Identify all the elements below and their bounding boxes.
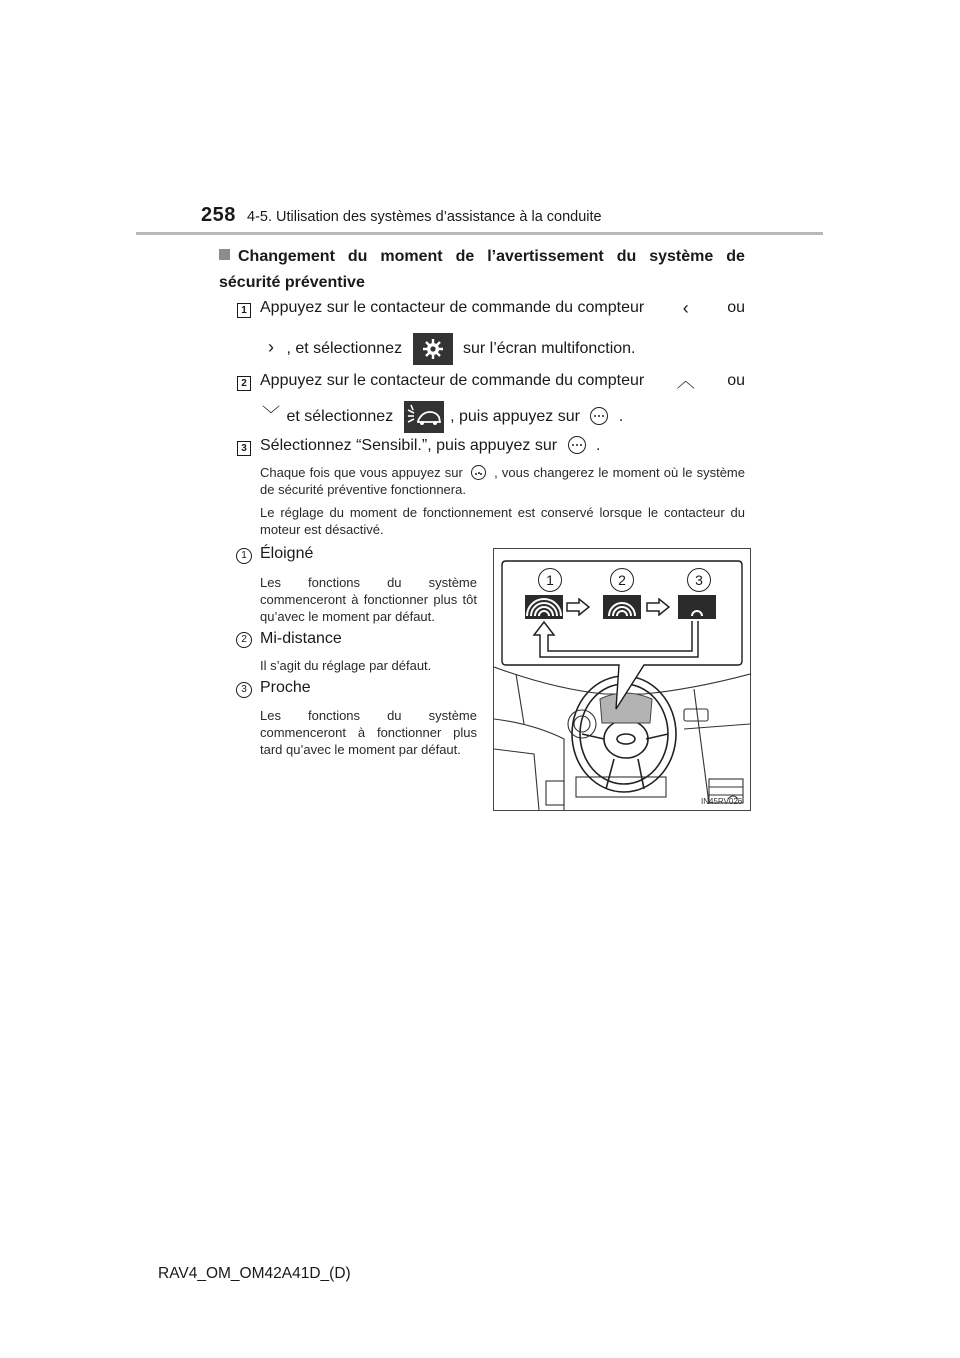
heading-word: moment	[380, 248, 443, 265]
step-3-line	[260, 435, 600, 457]
heading-word: du	[616, 248, 637, 265]
step-1-line-1	[260, 297, 745, 319]
step-1-screen-text: sur l’écran multifonction.	[462, 340, 636, 357]
step-number-3: 3	[237, 441, 251, 456]
dial-button-icon	[471, 465, 486, 480]
figure-marker-3: 3	[687, 568, 711, 592]
step-2-text: Appuyez sur le contacteur de commande du compteur	[260, 372, 645, 389]
note-2: Le réglage du moment de fonctionnement est conservé lorsque le contacteur du moteur est désactivé.	[260, 505, 745, 537]
chevron-left-icon: ‹	[682, 298, 689, 318]
option-number-1: 1	[236, 548, 252, 564]
step-2-period: .	[618, 408, 624, 425]
step-2-line-2	[260, 399, 623, 431]
dial-button-icon	[590, 407, 608, 425]
dashboard-illustration	[493, 548, 751, 811]
heading-line-2: sécurité préventive	[219, 274, 365, 291]
near-setting-icon	[678, 595, 716, 619]
step-2-press-text: , puis appuyez sur	[450, 408, 580, 425]
pre-collision-icon	[404, 401, 444, 433]
option-label-near: Proche	[260, 679, 311, 696]
step-3-period: .	[595, 437, 601, 454]
option-number-3: 3	[236, 682, 252, 698]
heading-word: Changement	[219, 244, 335, 270]
step-1-select-text: , et sélectionnez	[286, 340, 403, 357]
chevron-right-icon: ›	[268, 337, 274, 357]
middle-setting-icon	[603, 595, 641, 619]
option-desc-near: Les fonctions du système commenceront à fonctionner plus tard qu’avec le moment par défaut.	[260, 708, 477, 757]
figure-marker-2: 2	[610, 568, 634, 592]
option-desc-middle: Il s’agit du réglage par défaut.	[260, 658, 432, 673]
step-1-line-2	[260, 331, 636, 363]
step-2-select-text: et sélectionnez	[286, 408, 394, 425]
heading-word: de	[455, 248, 475, 265]
note-1-start: Chaque fois que vous appuyez sur	[260, 465, 463, 480]
far-setting-icon	[525, 595, 563, 619]
dial-button-icon	[568, 436, 586, 454]
gear-icon	[413, 333, 453, 365]
heading-line-1	[219, 244, 745, 270]
arrow-right-icon	[565, 598, 591, 616]
figure-code: IN45RV026	[701, 797, 743, 806]
step-1-or: ou	[727, 299, 745, 316]
document-code: RAV4_OM_OM42A41D_(D)	[158, 1265, 351, 1282]
step-1-text: Appuyez sur le contacteur de commande du compteur	[260, 299, 645, 316]
figure-marker-1: 1	[538, 568, 562, 592]
header-rule	[136, 232, 823, 235]
note-1-end: , vous changerez le moment où le système de sécurité préventive fonctionnera.	[260, 465, 745, 497]
section-title: 4-5. Utilisation des systèmes d’assistance à la conduite	[247, 209, 602, 225]
note-1	[260, 464, 745, 498]
step-2-line-1	[260, 370, 745, 392]
cycle-arrow-icon	[532, 617, 704, 659]
page-number: 258	[201, 204, 236, 226]
chevron-down-icon: ﹀	[262, 405, 280, 425]
heading-word: l’avertissement	[487, 248, 604, 265]
step-2-or: ou	[727, 372, 745, 389]
step-number-1: 1	[237, 303, 251, 318]
chevron-up-icon: ︿	[676, 371, 695, 391]
heading-word: de	[726, 248, 745, 265]
section-heading	[219, 244, 745, 296]
heading-word: système	[649, 248, 714, 265]
heading-square-icon	[219, 249, 230, 260]
step-3-text: Sélectionnez “Sensibil.”, puis appuyez sur	[260, 437, 558, 454]
option-number-2: 2	[236, 632, 252, 648]
arrow-right-icon	[645, 598, 671, 616]
heading-word: du	[347, 248, 368, 265]
option-desc-far: Les fonctions du système commenceront à fonctionner plus tôt qu’avec le moment par défaut.	[260, 575, 477, 624]
step-number-2: 2	[237, 376, 251, 391]
option-label-middle: Mi-distance	[260, 630, 342, 647]
option-label-far: Éloigné	[260, 545, 314, 562]
